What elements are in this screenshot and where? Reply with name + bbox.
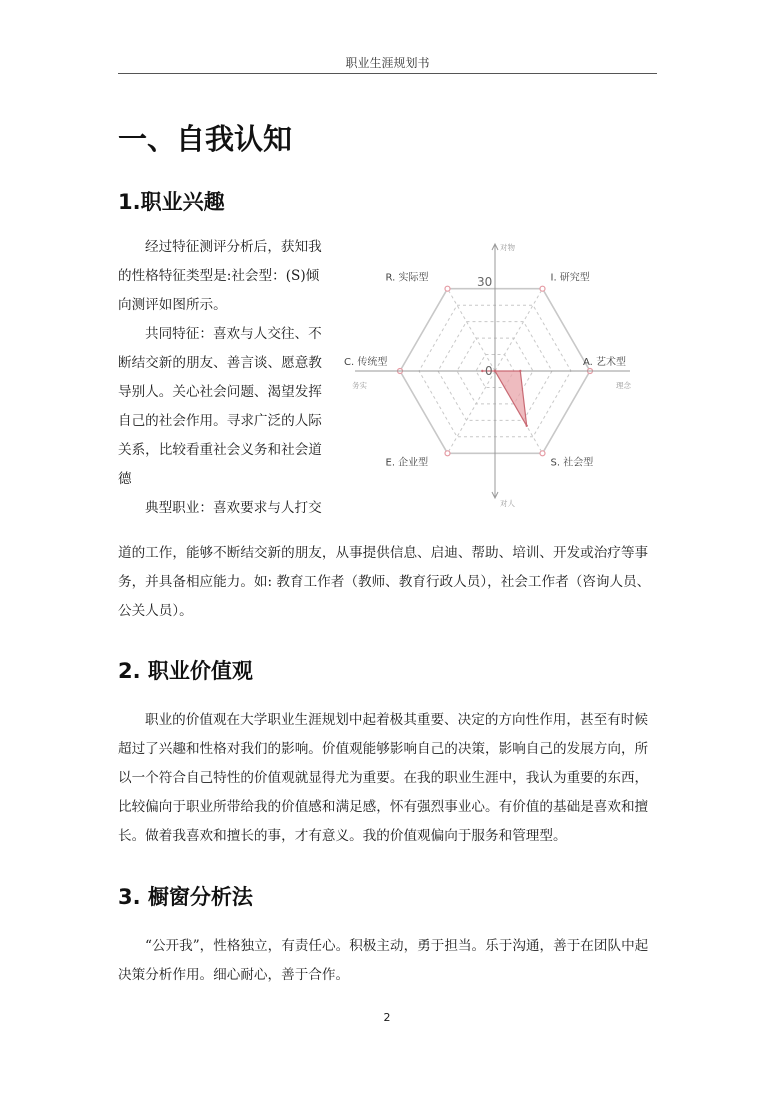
radar-data-point xyxy=(481,370,483,372)
vertex-marker xyxy=(540,451,545,456)
radar-spoke xyxy=(448,371,496,453)
values-paragraph: 职业的价值观在大学职业生涯规划中起着极其重要、决定的方向性作用，甚至有时候超过了兴趣和性格对我们的影响。价值观能够影响自己的决策，影响自己的发展方向，所以一个符合自己特性的价值观就显得尤为重要。在我的职业生涯中，我认为重要的东西，比较偏向于职业所带给我的价值感和满足感，怀有强烈事业心。有价值的基础是喜欢和擅长。做着我喜欢和擅长的事，才有意义。我的价值观偏向于服务和管理型。 xyxy=(118,712,649,844)
radar-chart xyxy=(340,236,660,511)
header-rule xyxy=(118,73,657,74)
interest-heading: 1.职业兴趣 xyxy=(118,190,225,214)
values-heading: 2. 职业价值观 xyxy=(118,659,253,683)
axis-category-label: R. 实际型 xyxy=(385,272,429,284)
radar-data-point xyxy=(494,370,496,372)
radar-data-point xyxy=(526,425,528,427)
section-title: 一、自我认知 xyxy=(118,122,293,156)
interest-paragraph-3-line1: 典型职业：喜欢要求与人打交 xyxy=(145,500,322,516)
axis-category-label: E. 企业型 xyxy=(385,457,429,469)
radar-data-point xyxy=(519,370,521,372)
vertex-marker xyxy=(445,286,450,291)
tick-label-max: 30 xyxy=(477,275,493,289)
radar-spoke xyxy=(448,289,496,371)
page-header: 职业生涯规划书 xyxy=(345,56,430,70)
interest-paragraph-3-rest: 道的工作，能够不断结交新的朋友，从事提供信息、启迪、帮助、培训、开发或治疗等事务，并具备相应能力。如: 教育工作者（教师、教育行政人员），社会工作者（咨询人员、公关人员）。 xyxy=(118,545,651,619)
window-analysis-paragraph: “公开我”，性格独立，有责任心。积极主动，勇于担当。乐于沟通，善于在团队中起决策分析作用。细心耐心，善于合作。 xyxy=(118,938,649,983)
interest-text-block xyxy=(118,233,332,523)
radar-data xyxy=(481,370,528,427)
vertex-marker xyxy=(540,286,545,291)
interest-paragraph-1: 经过特征测评分析后，获知我的性格特征类型是:社会型：(S)倾向测评如图所示。 xyxy=(118,239,322,313)
axis-category-label: A. 艺术型 xyxy=(583,357,627,368)
radar-data-area xyxy=(482,371,526,426)
page-number: 2 xyxy=(383,1011,391,1024)
vertex-marker xyxy=(445,451,450,456)
tick-label-zero: 0 xyxy=(485,364,493,378)
axis-end-label-bottom: 对人 xyxy=(500,499,515,508)
axis-end-label-right: 理念 xyxy=(616,381,631,390)
axis-category-label: C. 传统型 xyxy=(344,357,388,368)
axis-category-label: I. 研究型 xyxy=(550,272,590,284)
axis-category-label: S. 社会型 xyxy=(550,457,594,469)
radar-spoke xyxy=(495,289,543,371)
axis-end-label-top: 对物 xyxy=(500,243,515,252)
axis-end-label-left: 务实 xyxy=(352,381,367,390)
interest-paragraph-2: 共同特征：喜欢与人交往、不断结交新的朋友、善言谈、愿意教导别人。关心社会问题、渴望发挥自己的社会作用。寻求广泛的人际关系，比较看重社会义务和社会道德 xyxy=(118,326,322,487)
window-analysis-heading: 3. 橱窗分析法 xyxy=(118,885,253,909)
